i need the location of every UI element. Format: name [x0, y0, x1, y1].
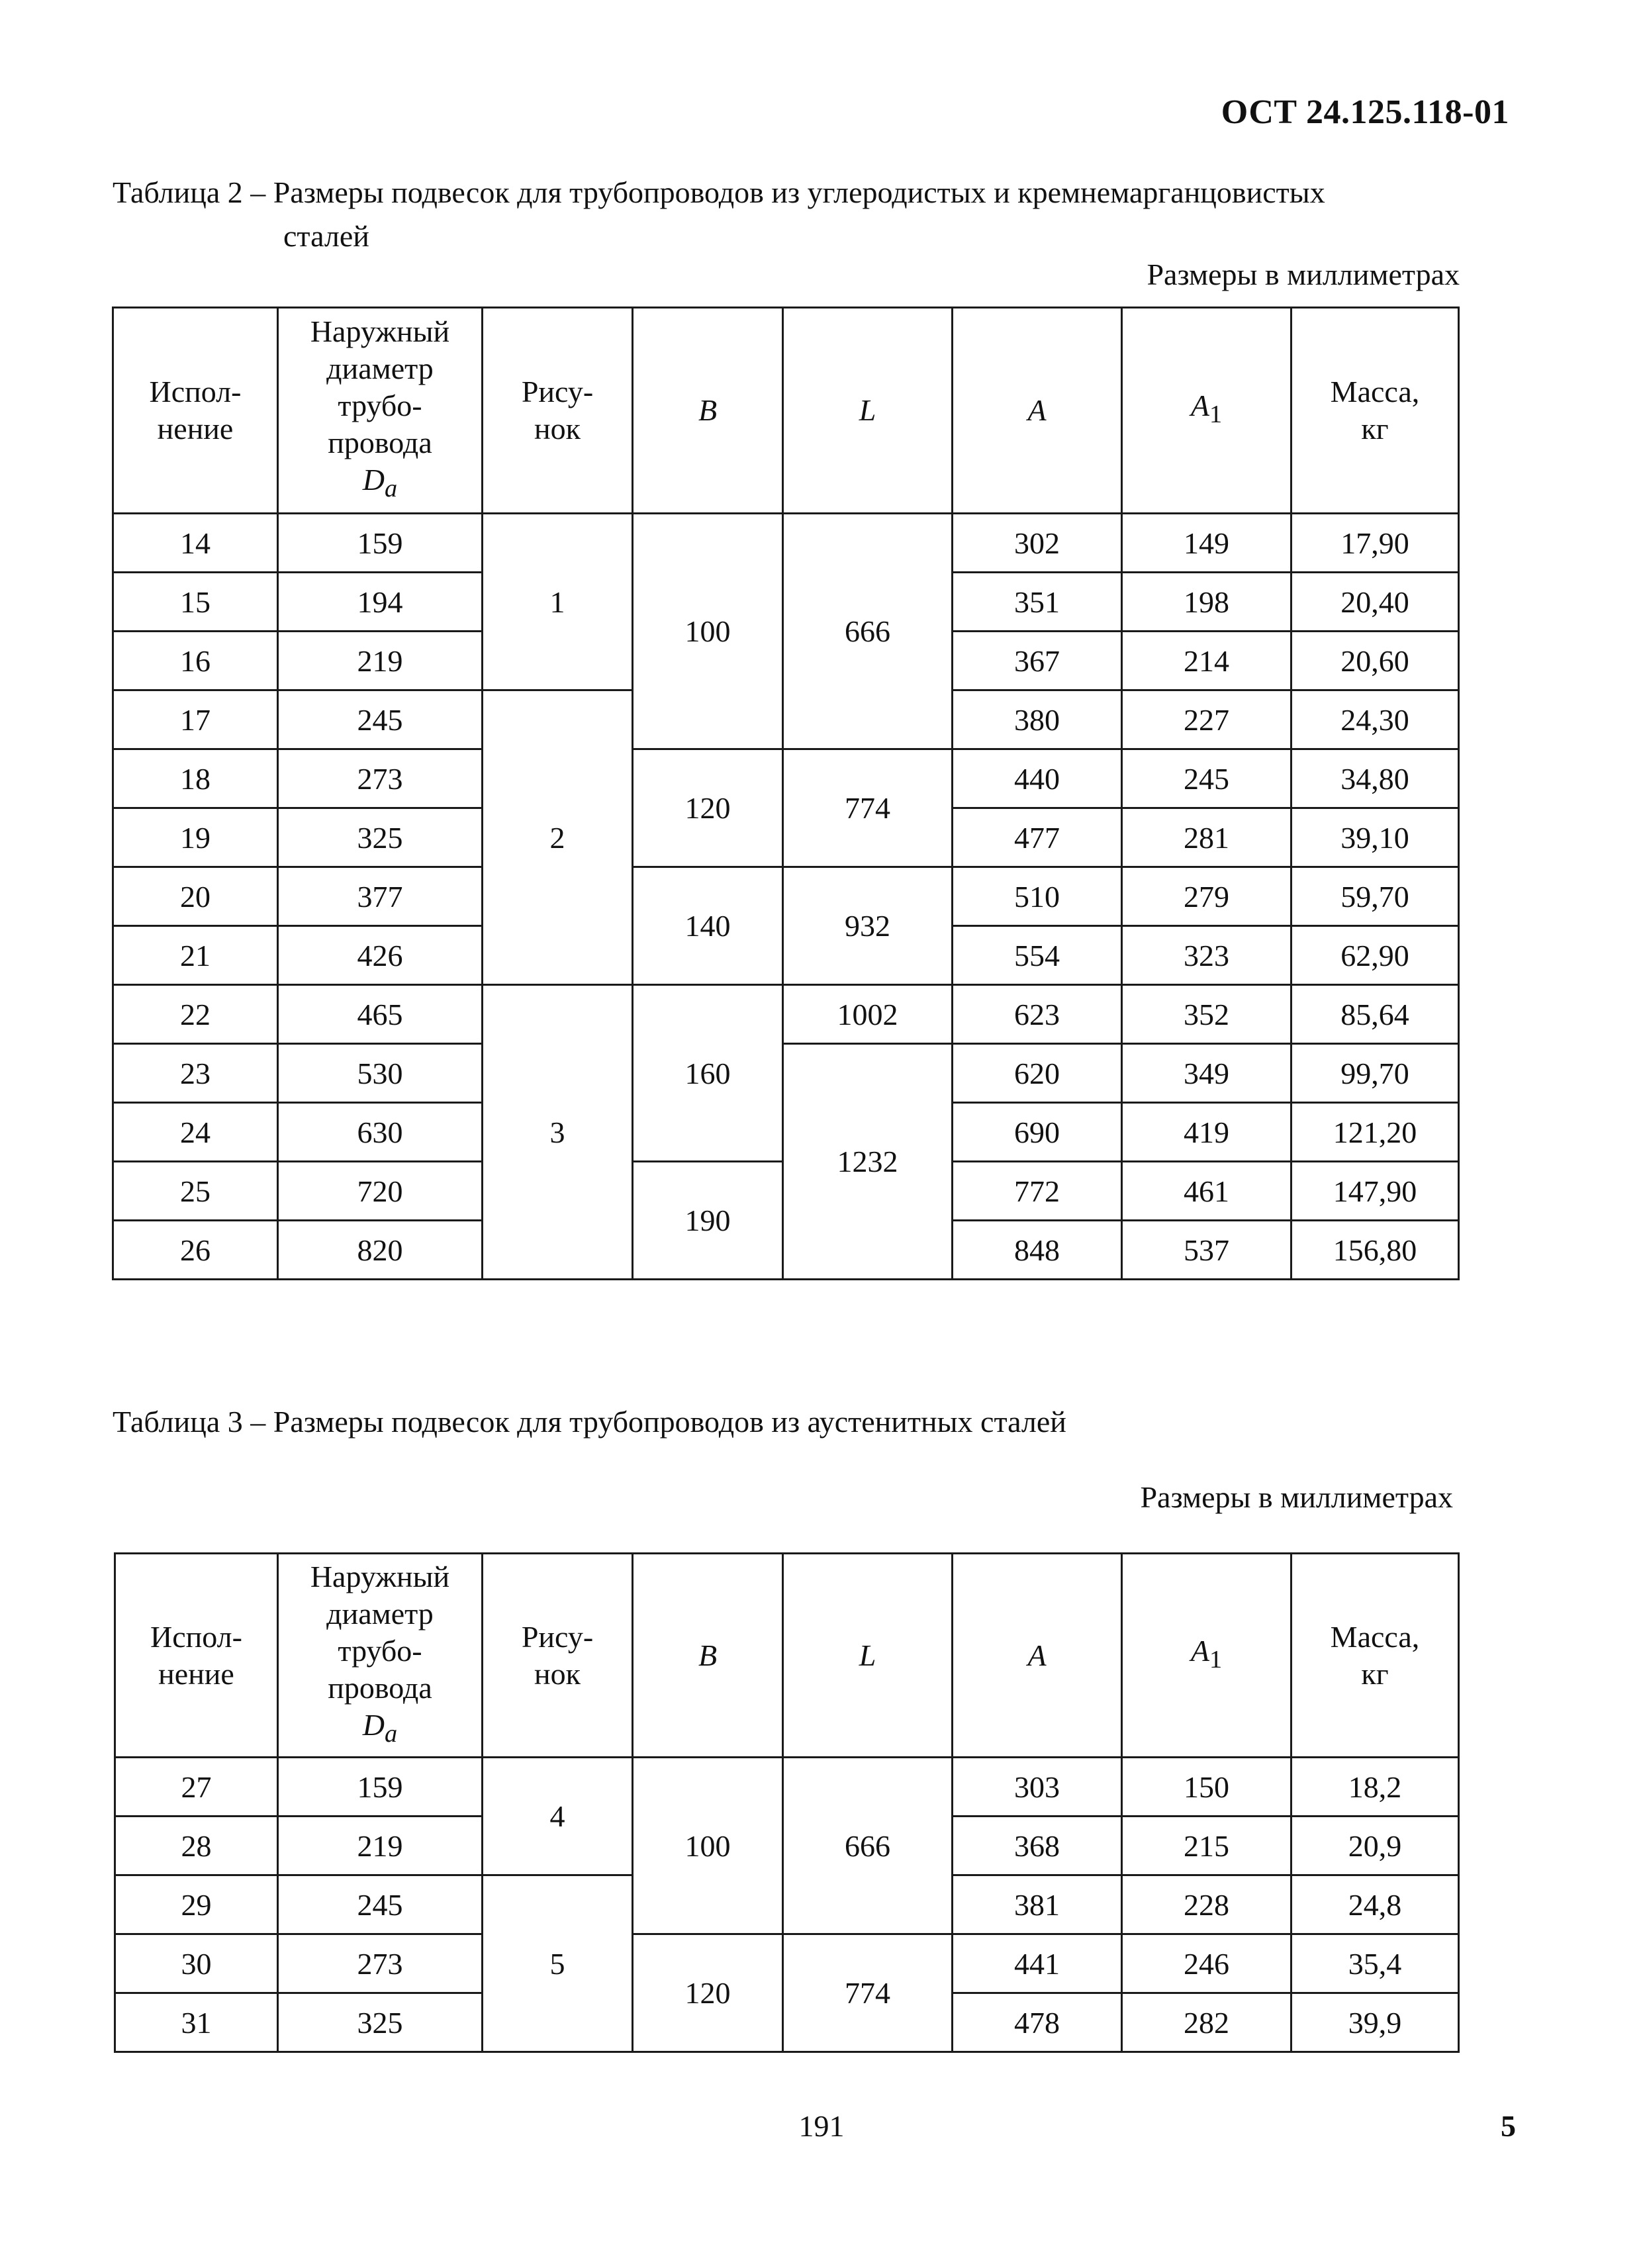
- cell-execution: 29: [115, 1875, 278, 1934]
- cell-figure: 3: [483, 985, 633, 1280]
- header-outer-diameter: Наружный диаметр трубо- провода $D_a$: [278, 308, 483, 514]
- cell-diameter: 426: [278, 926, 483, 985]
- header-a1: $A_1$: [1122, 308, 1291, 514]
- header-execution: Испол- нение: [113, 308, 278, 514]
- cell-execution: 17: [113, 690, 278, 749]
- cell-a: 368: [953, 1817, 1122, 1875]
- cell-diameter: 219: [278, 632, 483, 690]
- header-figure: Рису- нок: [483, 1554, 633, 1758]
- cell-a1: 349: [1122, 1044, 1291, 1103]
- header-a1: $A_1$: [1122, 1554, 1291, 1758]
- cell-l: 774: [783, 749, 953, 867]
- cell-execution: 27: [115, 1758, 278, 1817]
- sheet-number: 5: [1501, 2109, 1516, 2143]
- header-mass: Масса, кг: [1291, 308, 1459, 514]
- header-outer-diameter: Наружный диаметр трубо- провода $D_a$: [278, 1554, 483, 1758]
- cell-execution: 14: [113, 514, 278, 573]
- cell-a1: 352: [1122, 985, 1291, 1044]
- header-b: B: [633, 308, 783, 514]
- cell-mass: 35,4: [1291, 1934, 1459, 1993]
- cell-a: 441: [953, 1934, 1122, 1993]
- cell-a1: 279: [1122, 867, 1291, 926]
- cell-mass: 121,20: [1291, 1103, 1459, 1162]
- header-figure: Рису- нок: [483, 308, 633, 514]
- cell-a1: 149: [1122, 514, 1291, 573]
- cell-execution: 15: [113, 573, 278, 632]
- table3-caption-line1: Таблица 3 – Размеры подвесок для трубопроводов из аустенитных сталей: [113, 1405, 1066, 1439]
- cell-diameter: 377: [278, 867, 483, 926]
- cell-a: 381: [953, 1875, 1122, 1934]
- cell-mass: 20,40: [1291, 573, 1459, 632]
- table3-caption: [113, 1400, 1066, 1444]
- cell-a1: 282: [1122, 1993, 1291, 2052]
- cell-mass: 85,64: [1291, 985, 1459, 1044]
- cell-a1: 419: [1122, 1103, 1291, 1162]
- cell-a1: 227: [1122, 690, 1291, 749]
- cell-l: 666: [783, 1758, 953, 1934]
- table3-units: Размеры в миллиметрах: [1140, 1480, 1453, 1514]
- cell-a: 554: [953, 926, 1122, 985]
- table-row: [113, 985, 1459, 1044]
- cell-a1: 150: [1122, 1758, 1291, 1817]
- cell-a1: 537: [1122, 1221, 1291, 1280]
- header-l: L: [783, 1554, 953, 1758]
- cell-mass: 156,80: [1291, 1221, 1459, 1280]
- table3-header-row: [115, 1554, 1459, 1758]
- cell-diameter: 245: [278, 690, 483, 749]
- cell-b: 100: [633, 514, 783, 749]
- cell-diameter: 194: [278, 573, 483, 632]
- cell-a: 623: [953, 985, 1122, 1044]
- cell-mass: 39,10: [1291, 808, 1459, 867]
- cell-mass: 24,8: [1291, 1875, 1459, 1934]
- cell-a: 303: [953, 1758, 1122, 1817]
- cell-a1: 214: [1122, 632, 1291, 690]
- cell-figure: 2: [483, 690, 633, 985]
- cell-execution: 25: [113, 1162, 278, 1221]
- cell-b: 140: [633, 867, 783, 985]
- cell-execution: 28: [115, 1817, 278, 1875]
- cell-mass: 147,90: [1291, 1162, 1459, 1221]
- header-mass: Масса, кг: [1291, 1554, 1459, 1758]
- cell-b: 120: [633, 1934, 783, 2052]
- table3: [114, 1552, 1460, 2053]
- cell-mass: 17,90: [1291, 514, 1459, 573]
- cell-a: 510: [953, 867, 1122, 926]
- cell-diameter: 720: [278, 1162, 483, 1221]
- cell-a: 477: [953, 808, 1122, 867]
- cell-execution: 23: [113, 1044, 278, 1103]
- cell-diameter: 325: [278, 1993, 483, 2052]
- cell-l: 1232: [783, 1044, 953, 1280]
- table2: [112, 307, 1460, 1280]
- cell-execution: 26: [113, 1221, 278, 1280]
- header-a: A: [953, 308, 1122, 514]
- cell-mass: 18,2: [1291, 1758, 1459, 1817]
- table-row: [115, 1934, 1459, 1993]
- cell-figure: 5: [483, 1875, 633, 2052]
- header-b: B: [633, 1554, 783, 1758]
- cell-a: 848: [953, 1221, 1122, 1280]
- cell-b: 100: [633, 1758, 783, 1934]
- cell-execution: 24: [113, 1103, 278, 1162]
- table-row: [113, 867, 1459, 926]
- table2-caption-line2: сталей: [283, 219, 369, 253]
- cell-a: 380: [953, 690, 1122, 749]
- cell-b: 190: [633, 1162, 783, 1280]
- table-row: [115, 1758, 1459, 1817]
- cell-a1: 323: [1122, 926, 1291, 985]
- cell-diameter: 159: [278, 1758, 483, 1817]
- table2-header-row: [113, 308, 1459, 514]
- cell-execution: 18: [113, 749, 278, 808]
- cell-figure: 1: [483, 514, 633, 690]
- cell-a1: 228: [1122, 1875, 1291, 1934]
- cell-a1: 198: [1122, 573, 1291, 632]
- cell-mass: 99,70: [1291, 1044, 1459, 1103]
- page-number: 191: [798, 2109, 845, 2143]
- cell-a: 367: [953, 632, 1122, 690]
- cell-diameter: 630: [278, 1103, 483, 1162]
- cell-a: 351: [953, 573, 1122, 632]
- cell-l: 1002: [783, 985, 953, 1044]
- header-execution: Испол- нение: [115, 1554, 278, 1758]
- document-code: ОСТ 24.125.118-01: [1221, 93, 1509, 131]
- cell-diameter: 273: [278, 1934, 483, 1993]
- cell-a: 690: [953, 1103, 1122, 1162]
- cell-mass: 39,9: [1291, 1993, 1459, 2052]
- cell-a1: 245: [1122, 749, 1291, 808]
- cell-execution: 31: [115, 1993, 278, 2052]
- cell-l: 666: [783, 514, 953, 749]
- cell-mass: 34,80: [1291, 749, 1459, 808]
- cell-execution: 19: [113, 808, 278, 867]
- cell-l: 774: [783, 1934, 953, 2052]
- table2-caption: [113, 171, 1325, 258]
- cell-a: 440: [953, 749, 1122, 808]
- cell-a1: 281: [1122, 808, 1291, 867]
- cell-diameter: 245: [278, 1875, 483, 1934]
- cell-a: 302: [953, 514, 1122, 573]
- cell-b: 160: [633, 985, 783, 1162]
- table2-units: Размеры в миллиметрах: [1147, 258, 1460, 291]
- cell-mass: 62,90: [1291, 926, 1459, 985]
- table2-caption-line1: Таблица 2 – Размеры подвесок для трубопроводов из углеродистых и кремнемарганцовистых: [113, 175, 1325, 209]
- cell-a: 478: [953, 1993, 1122, 2052]
- cell-mass: 20,9: [1291, 1817, 1459, 1875]
- cell-diameter: 530: [278, 1044, 483, 1103]
- cell-a1: 246: [1122, 1934, 1291, 1993]
- cell-mass: 59,70: [1291, 867, 1459, 926]
- cell-execution: 16: [113, 632, 278, 690]
- cell-execution: 30: [115, 1934, 278, 1993]
- cell-a: 620: [953, 1044, 1122, 1103]
- cell-diameter: 159: [278, 514, 483, 573]
- cell-figure: 4: [483, 1758, 633, 1875]
- cell-diameter: 465: [278, 985, 483, 1044]
- cell-mass: 24,30: [1291, 690, 1459, 749]
- table-row: [113, 749, 1459, 808]
- cell-a1: 215: [1122, 1817, 1291, 1875]
- header-a: A: [953, 1554, 1122, 1758]
- table-row: [113, 1044, 1459, 1103]
- cell-diameter: 820: [278, 1221, 483, 1280]
- cell-execution: 21: [113, 926, 278, 985]
- header-l: L: [783, 308, 953, 514]
- cell-execution: 20: [113, 867, 278, 926]
- cell-diameter: 219: [278, 1817, 483, 1875]
- cell-a1: 461: [1122, 1162, 1291, 1221]
- cell-diameter: 325: [278, 808, 483, 867]
- cell-l: 932: [783, 867, 953, 985]
- cell-a: 772: [953, 1162, 1122, 1221]
- table-row: [113, 514, 1459, 573]
- cell-diameter: 273: [278, 749, 483, 808]
- cell-b: 120: [633, 749, 783, 867]
- cell-execution: 22: [113, 985, 278, 1044]
- cell-mass: 20,60: [1291, 632, 1459, 690]
